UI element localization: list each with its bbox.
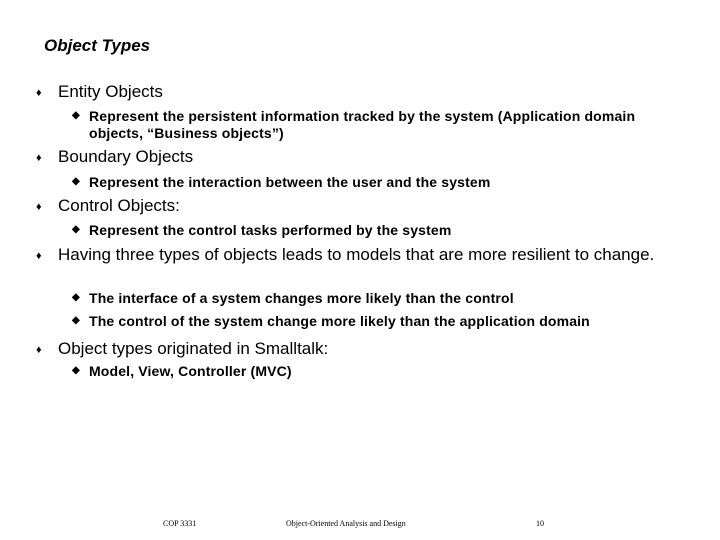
diamond-sub-bullet-icon: ◆: [72, 292, 80, 303]
footer-page-number: 10: [536, 519, 544, 528]
diamond-sub-bullet-icon: ◆: [72, 176, 80, 187]
sub-bullet-text: Represent the control tasks performed by the system: [89, 222, 452, 238]
sub-bullet-control-change: [72, 313, 662, 330]
bullet-text: Having three types of objects leads to models that are more resilient to change.: [58, 245, 655, 264]
diamond-sub-bullet-icon: ◆: [72, 110, 80, 121]
bullet-text: Control Objects:: [58, 196, 180, 215]
diamond-sub-bullet-icon: ◆: [72, 315, 80, 326]
sub-bullet-entity-description: [72, 108, 662, 142]
footer-subject: Object-Oriented Analysis and Design: [286, 519, 406, 528]
sub-bullet-mvc: [72, 363, 662, 380]
sub-bullet-text: The control of the system change more likely than the application domain: [89, 313, 590, 329]
diamond-bullet-icon: ♦: [36, 87, 42, 99]
diamond-bullet-icon: ♦: [36, 201, 42, 213]
sub-bullet-control-description: [72, 222, 662, 239]
sub-bullet-boundary-description: [72, 174, 662, 191]
diamond-bullet-icon: ♦: [36, 344, 42, 356]
bullet-entity-objects: [36, 82, 676, 102]
bullet-control-objects: [36, 196, 676, 216]
sub-bullet-interface-change: [72, 290, 662, 307]
bullet-text: Boundary Objects: [58, 147, 194, 166]
diamond-sub-bullet-icon: ◆: [72, 365, 80, 376]
sub-bullet-text: Represent the interaction between the user and the system: [89, 174, 491, 190]
slide-title: Object Types: [44, 36, 151, 55]
sub-bullet-text: Model, View, Controller (MVC): [89, 363, 292, 379]
footer-course: COP 3331: [163, 519, 197, 528]
diamond-bullet-icon: ♦: [36, 250, 42, 262]
bullet-text: Entity Objects: [58, 82, 163, 101]
sub-bullet-text: Represent the persistent information tracked by the system (Application domain objects, “Business objects”): [89, 108, 636, 141]
bullet-three-types: [36, 245, 676, 265]
sub-bullet-text: The interface of a system changes more likely than the control: [89, 290, 514, 306]
bullet-smalltalk-origin: [36, 339, 676, 359]
diamond-sub-bullet-icon: ◆: [72, 224, 80, 235]
diamond-bullet-icon: ♦: [36, 152, 42, 164]
bullet-boundary-objects: [36, 147, 676, 167]
bullet-text: Object types originated in Smalltalk:: [58, 339, 329, 358]
